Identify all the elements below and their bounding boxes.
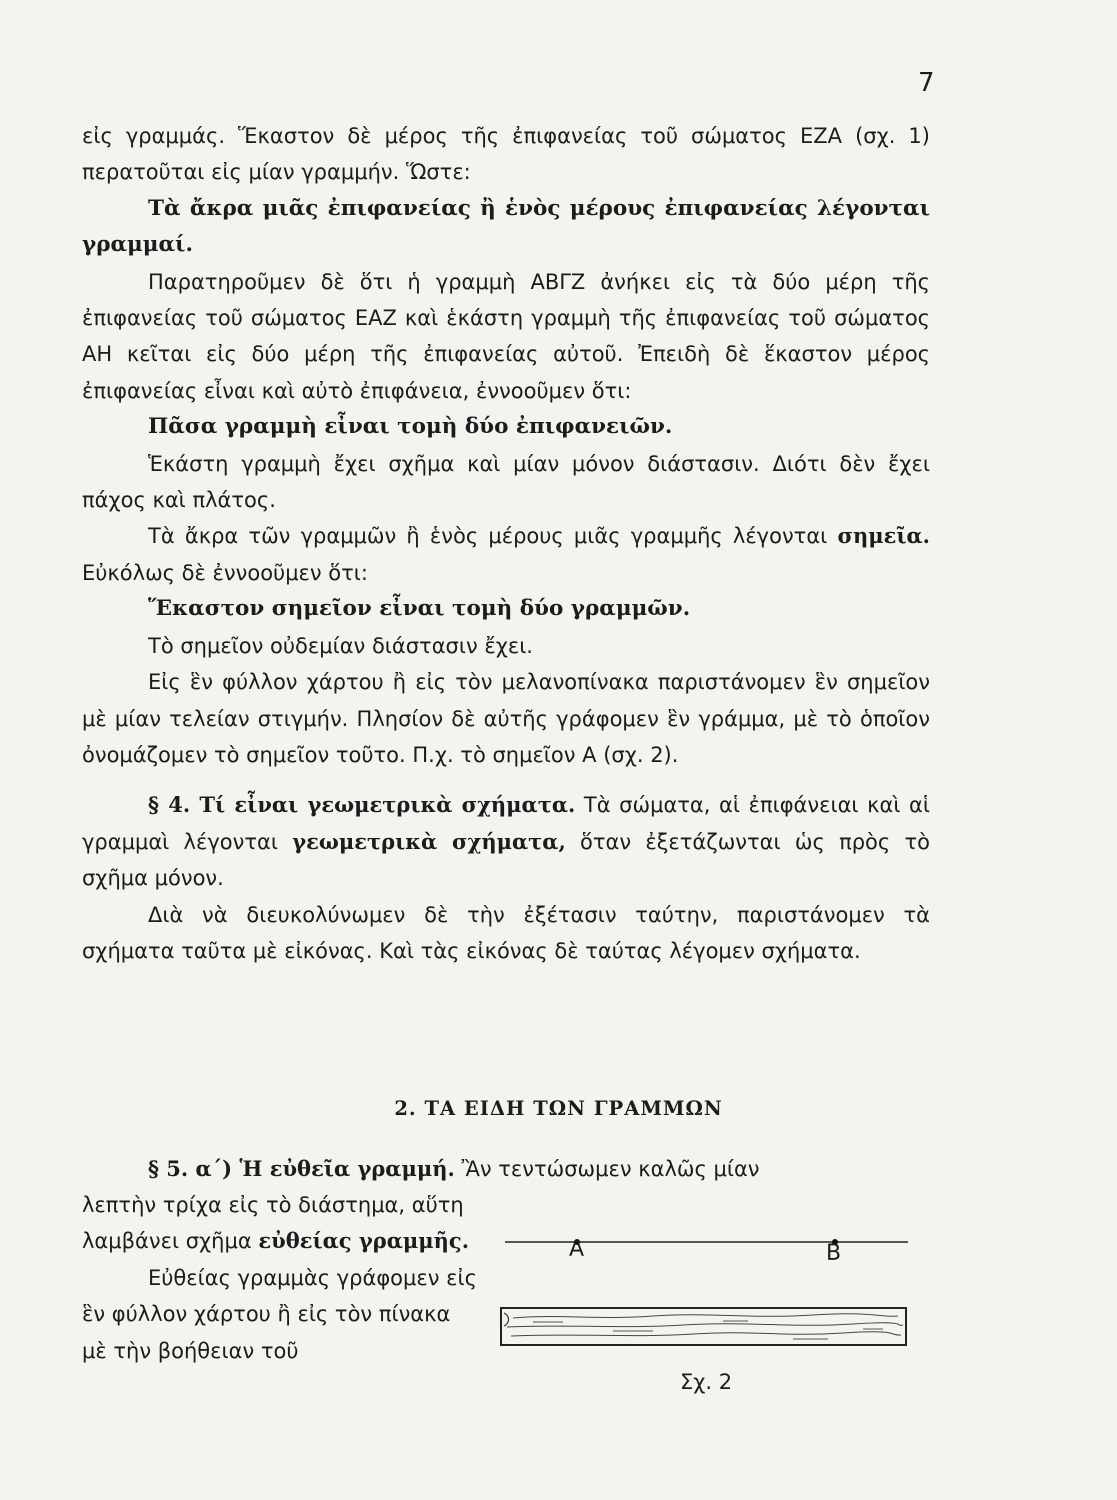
rule-statement: Πᾶσα γραμμὴ εἶναι τομὴ δύο ἐπιφανειῶν. (148, 414, 673, 440)
left-column-text (82, 1187, 477, 1369)
paragraph: Εἰς ἓν φύλλον χάρτου ἢ εἰς τὸν μελανοπίνακα παριστάνομεν ἓν σημεῖον μὲ μίαν τελείαν στιγμήν. Πλησίον δὲ αὐτῆς γράφομεν ἓν γράμμα, μὲ τὸ ὁποῖον ὀνομάζομεν τὸ σημεῖον τοῦτο. Π.χ. τὸ σημεῖον Α (σχ. 2). (82, 670, 930, 767)
paragraph (82, 518, 930, 591)
paragraph (82, 1187, 477, 1260)
section-4-title: § 4. Τί εἶναι γεωμετρικὰ σχήματα. (148, 792, 576, 818)
page-number: 7 (918, 68, 935, 98)
term-geometric-shapes: γεωμετρικὰ σχήματα, (292, 828, 566, 854)
text-run: Ἂν τεντώσωμεν καλῶς μίαν (454, 1157, 760, 1181)
term-straight-line: εὐθείας γραμμῆς. (258, 1228, 470, 1254)
text-run: Τὰ ἄκρα τῶν γραμμῶν ἢ ἑνὸς μέρους μιᾶς γραμμῆς λέγονται (148, 524, 838, 549)
figure-drawing (493, 1215, 913, 1365)
rule-statement: Τὰ ἄκρα μιᾶς ἐπιφανείας ἢ ἑνὸς μέρους ἐπιφανείας λέγονται γραμμαί. (82, 195, 930, 258)
paragraph: Διὰ νὰ διευκολύνωμεν δὲ τὴν ἐξέτασιν ταύτην, παριστάνομεν τὰ σχήματα ταῦτα μὲ εἰκόνας. Καὶ τὰς εἰκόνας δὲ ταύτας λέγομεν σχήματα. (82, 902, 930, 963)
paragraph: εἰς γραμμάς. Ἕκαστον δὲ μέρος τῆς ἐπιφανείας τοῦ σώματος ΕΖΑ (σχ. 1) περατοῦται εἰς μίαν γραμμήν. Ὥστε: (82, 124, 930, 185)
text-run: Εὐκόλως δὲ ἐννοοῦμεν ὅτι: (82, 560, 368, 585)
point-b-label: Β (826, 1241, 842, 1266)
text-run: ὅταν ἐξετάζωνται ὡς πρὸς τὸ σχῆμα μόνον. (82, 829, 930, 891)
figure-caption: Σχ. 2 (680, 1370, 733, 1394)
paragraph: Τὸ σημεῖον οὐδεμίαν διάστασιν ἔχει. (148, 633, 533, 658)
ruler-drawing (501, 1308, 906, 1345)
section-5-title: § 5. α΄) Ἡ εὐθεῖα γραμμή. (148, 1156, 455, 1181)
section-5-line (82, 1151, 930, 1187)
text-run: λεπτὴν τρίχα εἰς τὸ διάστημα, αὕτη λαμβάνει σχῆμα (82, 1193, 464, 1254)
rule-statement: Ἕκαστον σημεῖον εἶναι τομὴ δύο γραμμῶν. (148, 596, 691, 622)
paragraph: Παρατηροῦμεν δὲ ὅτι ἡ γραμμὴ ΑΒΓΖ ἀνήκει εἰς τὰ δύο μέρη τῆς ἐπιφανείας τοῦ σώματος ΕΑΖ καὶ ἑκάστη γραμμὴ τῆς ἐπιφανείας τοῦ σώματος ΑΗ κεῖται εἰς δύο μέρη τῆς ἐπιφανείας αὐτοῦ. Ἐπειδὴ δὲ ἕκαστον μέρος ἐπιφανείας εἶναι καὶ αὐτὸ ἐπιφάνεια, ἐννοοῦμεν ὅτι: (82, 269, 930, 403)
paragraph: Ἑκάστη γραμμὴ ἔχει σχῆμα καὶ μίαν μόνον διάστασιν. Διότι δὲν ἔχει πάχος καὶ πλάτος. (82, 451, 930, 513)
text-run: Τὰ σώματα, αἱ ἐπιφάνειαι καὶ αἱ γραμμαὶ λέγονται (82, 793, 930, 854)
body-text (82, 118, 930, 969)
point-a-label: Α (569, 1237, 585, 1262)
paragraph-section-4 (82, 787, 930, 896)
term-points: σημεῖα. (837, 523, 930, 549)
section-heading: 2. ΤΑ ΕΙΔΗ ΤΩΝ ΓΡΑΜΜΩΝ (394, 1097, 723, 1120)
paragraph: Εὐθείας γραμμὰς γράφομεν εἰς ἓν φύλλον χάρτου ἢ εἰς τὸν πίνακα μὲ τὴν βοήθειαν τοῦ (82, 1265, 477, 1363)
